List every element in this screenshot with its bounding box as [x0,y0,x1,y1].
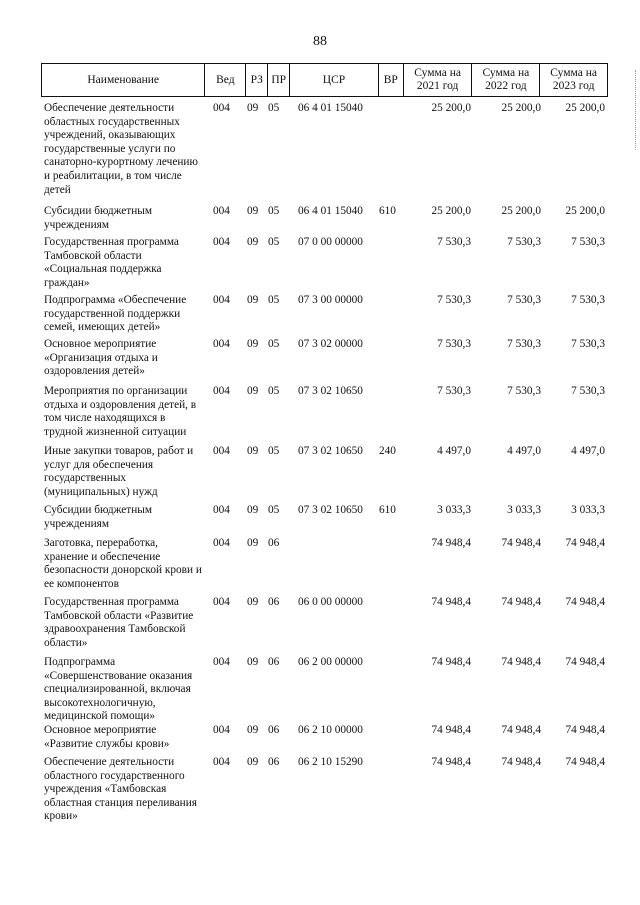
page-number: 88 [313,34,327,49]
table-row [41,205,608,232]
row-ved: 004 [213,596,230,608]
row-sum-2023: 74 948,4 [565,537,605,549]
table-row [41,756,608,824]
row-sum-2022: 4 497,0 [507,445,541,457]
row-csr: 06 2 00 00000 [298,656,363,668]
row-csr: 06 2 10 00000 [298,724,363,736]
row-sum-2021: 74 948,4 [431,537,471,549]
row-pr: 05 [268,445,280,457]
row-vr: 610 [379,504,396,516]
row-sum-2021: 7 530,3 [437,385,471,397]
table-row [41,294,608,335]
row-ved: 004 [213,338,230,350]
row-csr [290,537,379,591]
row-sum-2022: 74 948,4 [501,756,541,768]
row-sum-2021: 74 948,4 [431,724,471,736]
row-name: Подпрограмма «Совершенствование оказания специализированной, включая высокотехнологичную, медицинской помощи» [44,656,193,723]
row-ved: 004 [213,656,230,668]
table-row [41,236,608,290]
row-vr [379,756,404,824]
row-vr [379,294,404,335]
row-name: Обеспечение деятельности областного государственного учреждения «Тамбовская областная станция переливания крови» [44,756,197,823]
row-vr [379,656,404,724]
header-rz: РЗ [246,64,268,96]
row-sum-2022: 7 530,3 [507,385,541,397]
row-sum-2023: 25 200,0 [565,102,605,114]
row-sum-2023: 3 033,3 [571,504,605,516]
row-vr [379,236,404,290]
row-sum-2022: 3 033,3 [507,504,541,516]
scan-margin-artifact [635,70,638,150]
row-sum-2022: 7 530,3 [507,338,541,350]
row-sum-2021: 74 948,4 [431,756,471,768]
row-rz: 09 [247,656,259,668]
header-vr: ВР [379,64,404,96]
header-csr: ЦСР [290,64,379,96]
row-rz: 09 [247,504,259,516]
table-row [41,385,608,439]
table-row [41,537,608,591]
row-sum-2023: 7 530,3 [571,294,605,306]
row-csr: 07 0 00 00000 [298,236,363,248]
row-name: Заготовка, переработка, хранение и обеспечение безопасности донорской крови и ее компонентов [44,537,202,590]
row-ved: 004 [213,102,230,114]
row-sum-2021: 7 530,3 [437,236,471,248]
row-sum-2022: 74 948,4 [501,656,541,668]
row-name: Основное мероприятие «Развитие службы крови» [44,724,170,750]
row-sum-2023: 7 530,3 [571,338,605,350]
row-pr: 05 [268,504,280,516]
row-name: Государственная программа Тамбовской области «Развитие здравоохранения Тамбовской области» [44,596,194,649]
row-pr: 05 [268,338,280,350]
row-csr: 06 2 10 15290 [298,756,363,768]
header-name: Наименование [42,64,205,96]
row-sum-2021: 74 948,4 [431,656,471,668]
table-row [41,445,608,499]
row-csr: 07 3 02 10650 [298,504,363,516]
row-vr [379,596,404,650]
header-pr: ПР [268,64,290,96]
row-pr: 06 [268,656,280,668]
row-ved: 004 [213,236,230,248]
row-csr: 07 3 02 10650 [298,445,363,457]
row-sum-2023: 7 530,3 [571,385,605,397]
row-sum-2022: 74 948,4 [501,537,541,549]
table-row [41,596,608,650]
table-row [41,656,608,724]
row-name: Мероприятия по организации отдыха и оздоровления детей, в том числе находящихся в трудной жизненной ситуации [44,385,197,438]
row-ved: 004 [213,756,230,768]
header-sum-2023: Сумма на 2023 год [550,67,597,92]
row-csr: 07 3 02 00000 [298,338,363,350]
row-ved: 004 [213,537,230,549]
row-sum-2021: 74 948,4 [431,596,471,608]
row-rz: 09 [247,445,259,457]
row-rz: 09 [247,102,259,114]
row-pr: 06 [268,724,280,736]
row-sum-2022: 25 200,0 [501,102,541,114]
row-pr: 05 [268,102,280,114]
row-rz: 09 [247,338,259,350]
header-ved: Вед [205,64,246,96]
table-row [41,102,608,197]
row-vr [379,338,404,379]
row-ved: 004 [213,504,230,516]
row-sum-2021: 7 530,3 [437,294,471,306]
row-vr: 610 [379,205,396,217]
row-pr: 05 [268,385,280,397]
table-row [41,724,608,751]
row-vr [379,724,404,751]
row-vr [379,537,404,591]
row-sum-2022: 7 530,3 [507,294,541,306]
row-sum-2023: 74 948,4 [565,724,605,736]
row-rz: 09 [247,385,259,397]
row-vr: 240 [379,445,396,457]
row-sum-2022: 25 200,0 [501,205,541,217]
budget-table [41,63,608,823]
row-name: Субсидии бюджетным учреждениям [44,504,152,530]
row-name: Подпрограмма «Обеспечение государственной поддержки семей, имеющих детей» [44,294,187,334]
row-sum-2023: 74 948,4 [565,596,605,608]
row-rz: 09 [247,294,259,306]
row-name: Субсидии бюджетным учреждениям [44,205,152,231]
row-csr: 07 3 00 00000 [298,294,363,306]
row-csr: 06 4 01 15040 [298,205,363,217]
row-name: Основное мероприятие «Организация отдыха и оздоровления детей» [44,338,158,378]
table-row [41,504,608,531]
row-rz: 09 [247,596,259,608]
row-pr: 05 [268,236,280,248]
row-ved: 004 [213,294,230,306]
header-sum-2021: Сумма на 2021 год [404,64,473,96]
row-name: Государственная программа Тамбовской области «Социальная поддержка граждан» [44,236,179,289]
row-rz: 09 [247,724,259,736]
row-ved: 004 [213,385,230,397]
row-ved: 004 [213,724,230,736]
row-sum-2021: 4 497,0 [437,445,471,457]
row-pr: 05 [268,294,280,306]
row-rz: 09 [247,756,259,768]
row-sum-2021: 7 530,3 [437,338,471,350]
row-sum-2023: 25 200,0 [565,205,605,217]
row-sum-2022: 74 948,4 [501,596,541,608]
row-vr [379,385,404,439]
row-pr: 06 [268,537,280,549]
row-sum-2023: 4 497,0 [571,445,605,457]
row-name: Обеспечение деятельности областных государственных учреждений, оказывающих государственные услуги по санаторно-курортному лечению и реабилитации, в том числе детей [44,102,198,196]
table-row [41,338,608,379]
row-sum-2021: 25 200,0 [431,102,471,114]
row-name: Иные закупки товаров, работ и услуг для обеспечения государственных (муниципальных) нужд [44,445,194,498]
row-sum-2021: 25 200,0 [431,205,471,217]
row-csr: 07 3 02 10650 [298,385,363,397]
header-sum-2022: Сумма на 2022 год [472,64,540,96]
row-pr: 06 [268,596,280,608]
row-sum-2021: 3 033,3 [437,504,471,516]
row-pr: 05 [268,205,280,217]
row-sum-2022: 74 948,4 [501,724,541,736]
row-sum-2022: 7 530,3 [507,236,541,248]
row-sum-2023: 74 948,4 [565,756,605,768]
table-header [41,63,608,97]
row-pr: 06 [268,756,280,768]
row-sum-2023: 74 948,4 [565,656,605,668]
row-rz: 09 [247,236,259,248]
row-ved: 004 [213,445,230,457]
row-ved: 004 [213,205,230,217]
row-rz: 09 [247,205,259,217]
row-csr: 06 0 00 00000 [298,596,363,608]
row-vr [379,102,404,197]
row-csr: 06 4 01 15040 [298,102,363,114]
row-rz: 09 [247,537,259,549]
row-sum-2023: 7 530,3 [571,236,605,248]
